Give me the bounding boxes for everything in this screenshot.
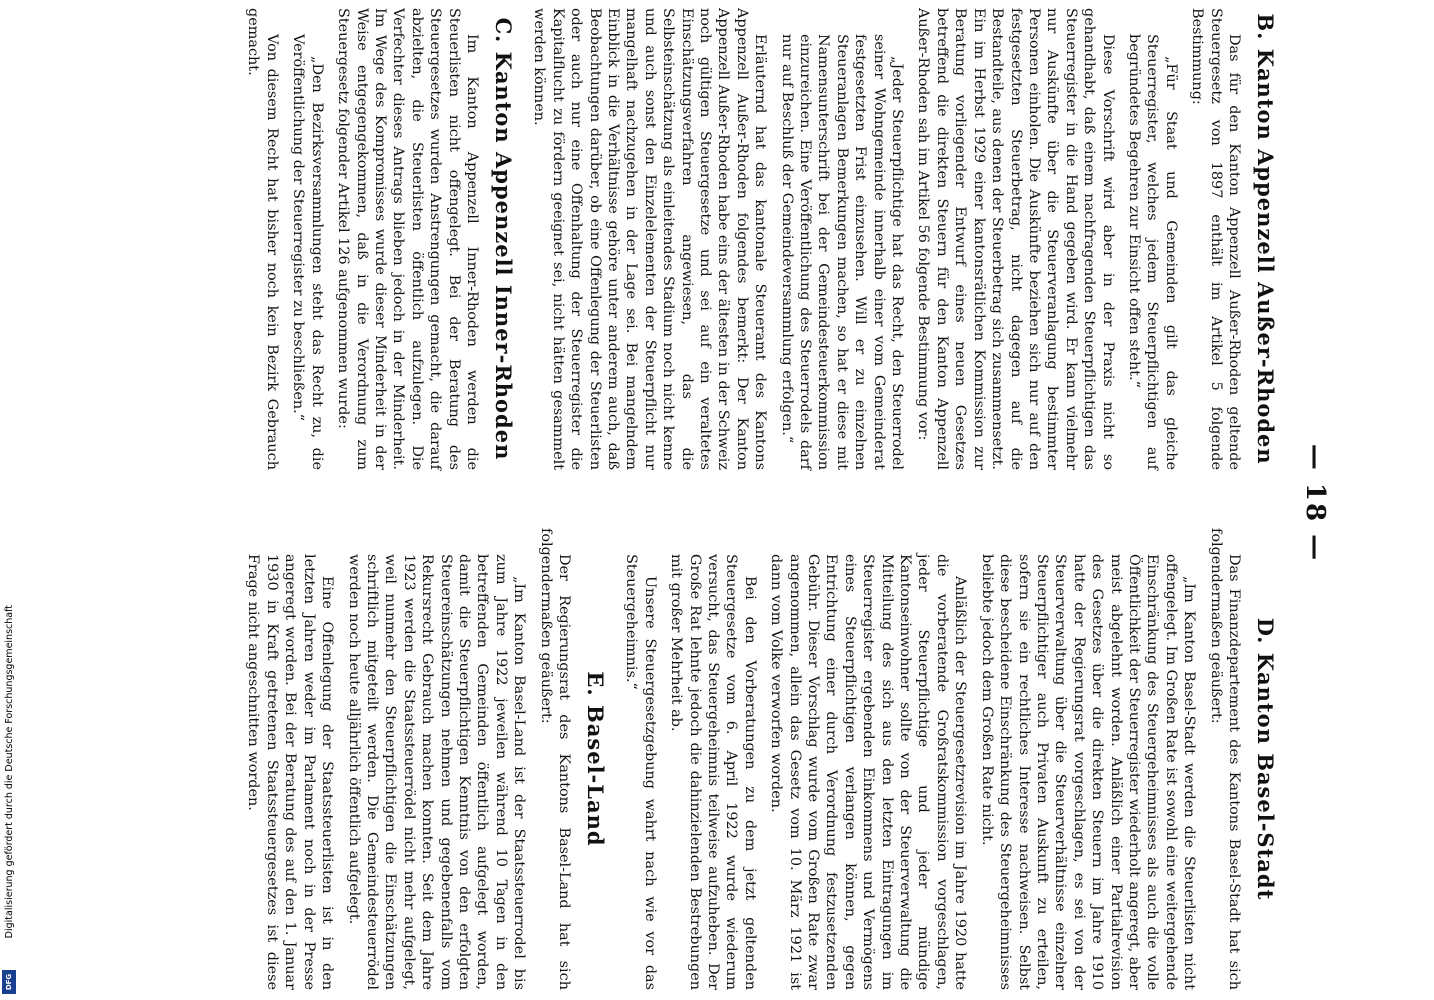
heading-basel-land: E. Basel-Land — [583, 671, 608, 847]
paragraph: Im Kanton Appenzell Inner-Rhoden werden die Steuerlisten nicht offengelegt. Bei der Beratung des Steuergesetzes wurden Anstrengungen gemacht, die darauf abzielten, die Steuerlisten öffentlich aufzulegen. Die Verfechter dieses Antrags blieben jedoch in der Minderheit. Im Wege des Kompromisses wurde dieser Minderheit in der Weise entgegengekommen, daß in die Verordnung zum Steuergesetz folgender Artikel 126 aufgenommen wurde: — [335, 8, 480, 470]
paragraph: Das Finanzdepartement des Kantons Basel-Stadt hat sich folgendermaßen geäußert: — [1207, 528, 1242, 990]
quote-paragraph: „Den Bezirksversammlungen steht das Recht zu, die Veröffentlichung der Steuerregister zu beschließen.“ — [290, 34, 325, 470]
paragraph: Das für den Kanton Appenzell Außer-Rhoden geltende Steuergesetz von 1897 enthält im Artikel 5 folgende Bestimmung: — [1189, 8, 1242, 470]
quote-paragraph: „Jeder Steuerpflichtige hat das Recht, den Steuerrodel seiner Wohngemeinde innerhalb einer vom Gemeinderat festgesetzten Frist einzusehen. Will er zu einzelnen Steueranlagen Bemerkungen machen, so hat er diese mit Namensunterschrift bei der Gemeindesteuerkommission einzureichen. Eine Veröffentlichung des Steuerrodels darf nur auf Beschluß der Gemeindeversammlung erfolgen.“ — [778, 34, 906, 470]
quote-paragraph: „Im Kanton Basel-Land ist der Staatssteuerrodel bis zum Jahre 1922 jeweilen während 10 Tagen in den betreffenden Gemeinden öffentlich aufgelegt worden, damit die Steuerpflichtigen Kenntnis von den erfolgten Steuereinschätzungen nehmen und gegebenenfalls vom Rekursrecht Gebrauch machen konnten. Seit dem Jahre 1923 werden die Staatssteuerrödel nicht mehr aufgelegt, weil nunmehr den Steuerpflichtigen die Einschätzungen schriftlich mitgeteilt werden. Die Gemeindesteuerrödel werden noch heute alljährlich öffentlich aufgelegt. — [345, 554, 528, 990]
heading-basel-stadt: D. Kanton Basel-Stadt — [1253, 617, 1278, 901]
column-right-text — [236, 528, 1292, 990]
heading-appenzell-ausser-rhoden: B. Kanton Appenzell Außer-Rhoden — [1253, 13, 1278, 465]
dfg-logo: DFG — [2, 970, 16, 994]
column-left-text — [236, 8, 1292, 470]
quote-paragraph: „Für Staat und Gemeinden gilt das gleiche Steuerregister, welches jedem Steuerpflichtigen auf begründetes Begehren zur Einsicht offen steht.“ — [1125, 34, 1179, 470]
quote-paragraph: „Im Kanton Basel-Stadt werden die Steuerlisten nicht offengelegt. Im Großen Rate ist sowohl eine weitergehende Einschränkung des Steuergeheimnisses als auch die volle Öffentlichkeit der Steuerregister wiederholt angeregt, aber meist abgelehnt worden. Anläßlich einer Partialrevision des Gesetzes über die direkten Steuern im Jahre 1910 hatte der Regierungsrat vorgeschlagen, es sei von der Steuerverwaltung über die Steuerverhältnisse einzelner Steuerpflichtiger auch Privaten Auskunft zu erteilen, sofern sie ein rechtliches Interesse nachweisen. Selbst diese bescheidene Einschränkung des Steuergeheimnisses beliebte jedoch dem Großen Rate nicht. — [978, 554, 1198, 990]
quote-paragraph: Bei den Vorberatungen zu dem jetzt geltenden Steuergesetze vom 6. April 1922 wurde wiederum versucht, das Steuergeheimnis teilweise aufzuheben. Der Große Rat lehnte jedoch die dahinzielenden Bestrebungen mit großer Mehrheit ab. — [668, 554, 758, 990]
heading-appenzell-inner-rhoden: C. Kanton Appenzell Inner-Rhoden — [490, 17, 516, 461]
paragraph: Diese Vorschrift wird aber in der Praxis nicht so gehandhabt, daß einem nachfragenden Steuerpflichtigen das Steuerregister in die Hand gegeben wird. Er kann vielmehr nur Auskünfte über die Steuerveranlagung bestimmter Personen einholen. Die Auskünfte beziehen sich nur auf den festgesetzten Steuerbetrag, nicht dagegen auf die Bestandteile, aus denen der Steuerbetrag sich zusammensetzt. Ein im Herbst 1929 einer kantonsrätlichen Kommission zur Beratung vorliegender Entwurf eines neuen Gesetzes betreffend die direkten Steuern für den Kanton Appenzell Außer-Rhoden sah im Artikel 56 folgende Bestimmung vor: — [915, 8, 1116, 470]
paragraph: Der Regierungsrat des Kantons Basel-Land hat sich folgendermaßen geäußert: — [537, 528, 572, 990]
paragraph: Von diesem Recht hat bisher noch kein Bezirk Gebrauch gemacht. — [245, 8, 280, 470]
paragraph: Erläuternd hat das kantonale Steueramt des Kantons Appenzell Außer-Rhoden folgendes bemerkt: Der Kanton Appenzell Außer-Rhoden habe eins der ältesten in der Schweiz noch gültigen Steuergesetze und sei auf ein veraltetes Einschätzungsverfahren angewiesen, das die Selbsteinschätzung als einleitendes Stadium noch nicht kenne und auch sonst den Einzelelementen der Steuerpflicht nur mangelhaft nachzugehen in der Lage sei. Bei mangelndem Einblick in die Verhältnisse gehöre unter anderem auch, daß Beobachtungen darüber, ob eine Offenlegung der Steuerlisten oder auch nur eine Offenhaltung der Steuerregister die Kapitalflucht zu fördern geeignet sei, nicht hätten gesammelt werden können. — [531, 8, 769, 470]
digitization-attribution: Digitalisierung gefördert durch die Deutsche Forschungsgemeinschaft — [4, 605, 15, 939]
quote-paragraph: Anläßlich der Steuergesetzrevision im Jahre 1920 hatte die vorberatende Großratskommission vorgeschlagen, jeder Steuerpflichtige und jeder mündige Kantonseinwohner sollte von der Steuerverwaltung die Mitteilung des sich aus den letzten Eintragungen im Steuerregister ergebenden Einkommens und Vermögens eines Steuerpflichtigen verlangen können, gegen Entrichtung einer durch Verordnung festzusetzenden Gebühr. Dieser Vorschlag wurde vom Großen Rate zwar angenommen, allein das Gesetz vom 10. März 1921 ist dann vom Volke verworfen worden. — [768, 554, 969, 990]
quote-paragraph: Eine Offenlegung der Staatssteuerlisten ist in den letzten Jahren weder im Parlament noch in der Presse angeregt worden. Bei der Beratung des auf den 1. Januar 1930 in Kraft getretenen Staatssteuergesetzes ist diese Frage nicht angeschnitten worden. — [245, 554, 336, 990]
quote-paragraph: Unsere Steuergesetzgebung wahrt nach wie vor das Steuergeheimnis.“ — [623, 554, 658, 990]
page-number: — 18 — — [1300, 443, 1330, 563]
document-page — [144, 8, 1334, 998]
